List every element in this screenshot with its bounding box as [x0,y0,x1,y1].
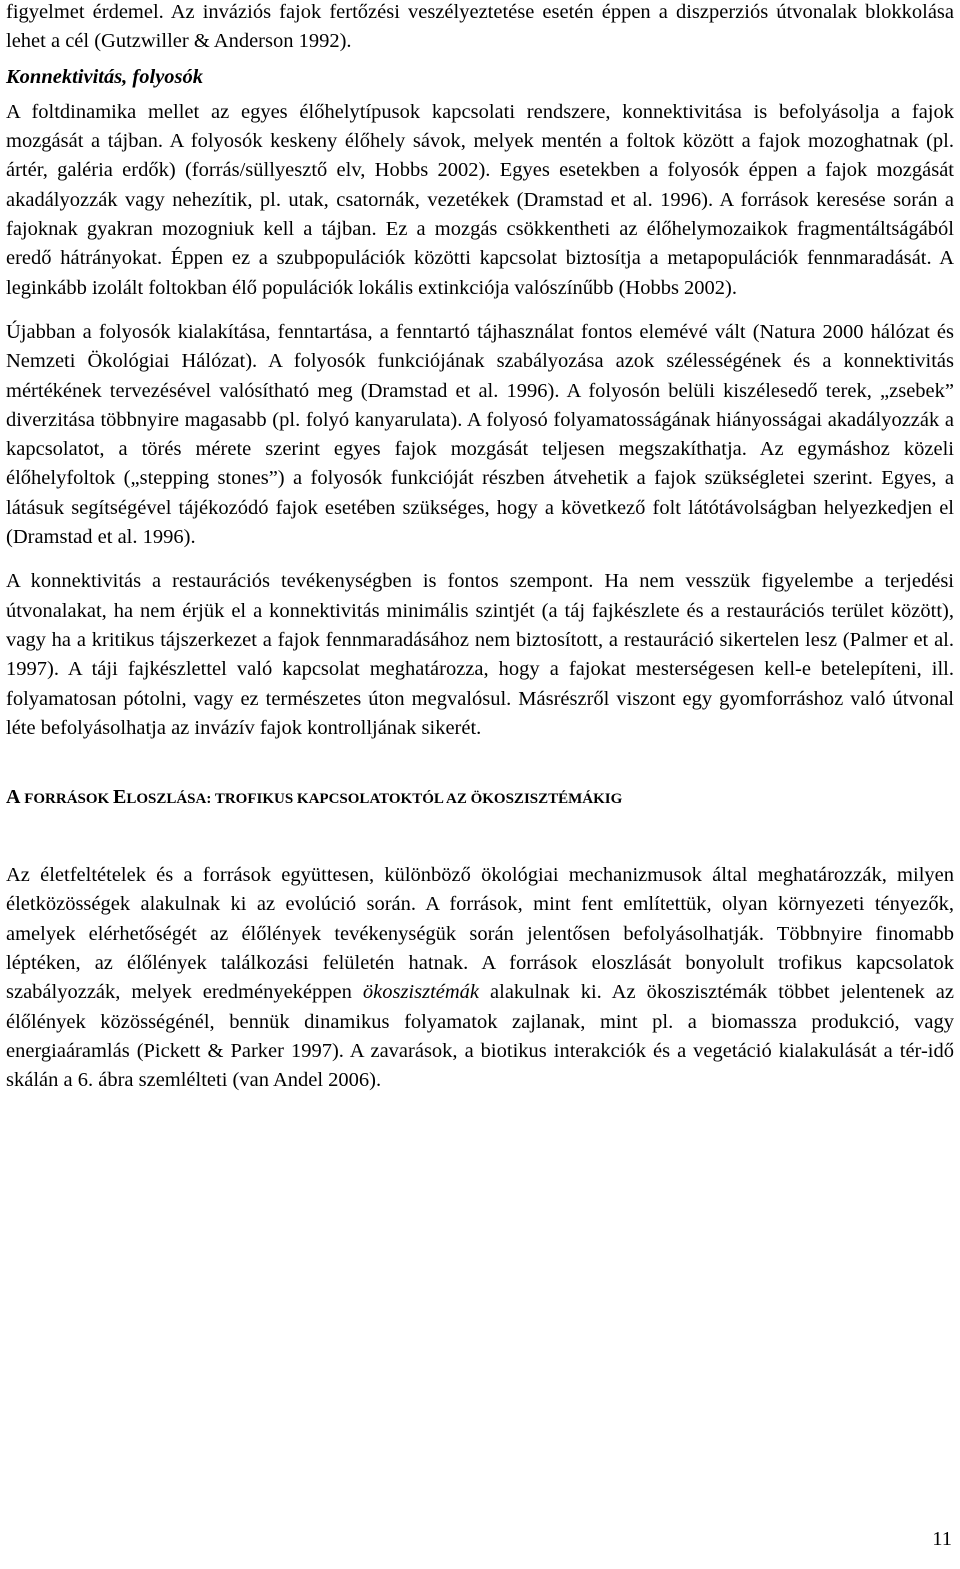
paragraph-forrasok-emphasis: ökoszisztémák [362,981,480,1004]
document-page [6,0,954,1096]
section-title-part-a: A [6,786,21,809]
paragraph-forrasok [6,861,954,1095]
subheading-konnektivitas: Konnektivitás, folyosók [6,65,204,88]
paragraph-konnektivitas: A foltdinamika mellet az egyes élőhelytípusok kapcsolati rendszere, konnektivitása is befolyásolja a fajok mozgását a tájban. A folyosók keskeny élőhely sávok, melyek mentén a foltok között a fajok mozoghatnak (pl. ártér, galéria erdők) (forrás/süllyesztő elv, Hobbs 2002). Egyes esetekben a folyosók éppen a fajok mozgását akadályozzák vagy nehezítik, pl. utak, csatornák, vezetékek (Dramstad et al. 1996). A források keresése során a fajoknak gyakran mozogniuk kell a tájban. Ez a mozgás csökkentheti az élőhelymozaikok fragmentáltságából eredő hátrányokat. Éppen ez a szubpopulációk közötti kapcsolat biztosítja a metapopulációk fennmaradását. A leginkább izolált foltokban élő populációk lokális extinkciója valószínűbb (Hobbs 2002). [6,100,954,299]
page-number: 11 [932,1528,952,1550]
section-title-part-forrasok: FORRÁSOK [20,791,113,808]
paragraph-restauracio: A konnektivitás a restaurációs tevékenységben is fontos szempont. Ha nem vesszük figyelembe a terjedési útvonalakat, ha nem érjük el a konnektivitás minimális szintjét (a táj fajkészlete és a restaurációs terület között), vagy ha a kritikus tájszerkezet a fajok fennmaradásához nem biztosított, a restauráció sikertelen lesz (Palmer et al. 1997). A táji fajkészlettel való kapcsolat meghatározza, hogy a fajokat mesterségesen kell-e betelepíteni, ill. folyamatosan pótolni, vagy ez természetes úton megvalósul. Másrészről viszont egy gyomforráshoz való útvonal léte befolyásolhatja az invázív fajok kontrolljának sikerét. [6,570,954,739]
section-title-part-rest: : TROFIKUS KAPCSOLATOKTÓL AZ ÖKOSZISZTÉMÁKIG [206,791,623,808]
paragraph-intro: figyelmet érdemel. Az inváziós fajok fertőzési veszélyeztetése esetén éppen a diszperziós útvonalak blokkolása lehet a cél (Gutzwiller & Anderson 1992). [6,1,954,53]
paragraph-forrasok-before: Az életfeltételek és a források együttesen, különböző ökológiai mechanizmusok által meghatározzák, milyen életközösségek alakulnak ki az evolúció során. A források, mint fent említettük, olyan környezeti tényezők, amelyek elérhetőségét az élőlények tevékenységük során jelentősen befolyásolhatják. Többnyire finomabb léptéken, az élőlények találkozási felületén hatnak. A források eloszlását bonyolult trofikus kapcsolatok szabályozzák, melyek eredményeképpen [6,864,954,1004]
section-title [6,783,954,814]
section-title-part-e: E [112,786,127,809]
paragraph-forrasok-after: alakulnak ki. Az ökoszisztémák többet jelentenek az élőlények közösségénél, bennük dinamikus folyamatok zajlanak, mint pl. a biomassza produkció, vagy energiaáramlás (Pickett & Parker 1997). A zavarások, a biotikus interakciók és a vegetáció kialakulását a tér-idő skálán a 6. ábra szemlélteti (van Andel 2006). [6,981,954,1092]
paragraph-folyosok: Újabban a folyosók kialakítása, fenntartása, a fenntartó tájhasználat fontos elemévé vált (Natura 2000 hálózat és Nemzeti Ökológiai Hálózat). A folyosók funkciójának szabályozása azok szélességének és a konnektivitás mértékének tervezésével valósítható meg (Dramstad et al. 1996). A folyosón belüli kiszélesedő terek, „zsebek” diverzitása többnyire magasabb (pl. folyó kanyarulata). A folyosó folyamatosságának hiányosságai akadályozzák a kapcsolatot, a törés mérete szerint egyes fajok mozgását teljesen megszakíthatja. Az egymáshoz közeli élőhelyfoltok („stepping stones”) a folyosók funkcióját részben átvehetik a fajok szükségletei szerint. Egyes, a látásuk segítségével tájékozódó fajok esetében szükséges, hogy a következő folt látótávolságban helyezkedjen el (Dramstad et al. 1996). [6,320,954,549]
section-title-part-loszlasa: LOSZLÁSA [126,791,207,808]
